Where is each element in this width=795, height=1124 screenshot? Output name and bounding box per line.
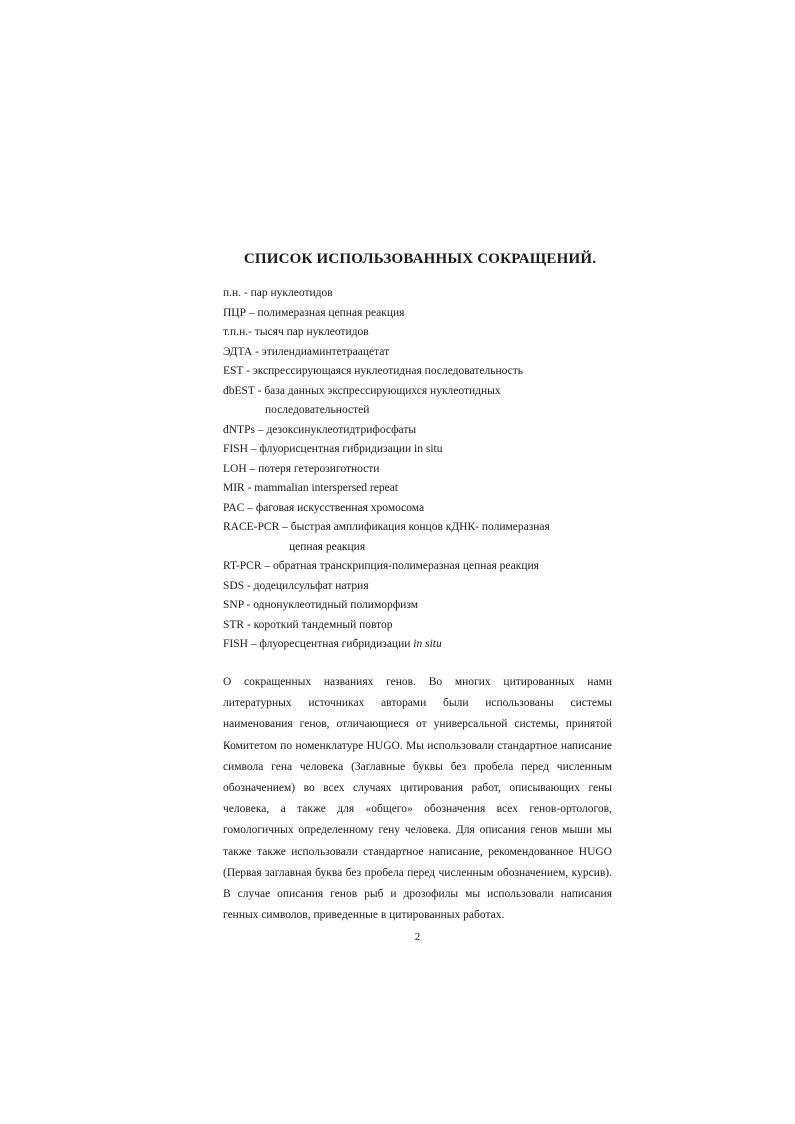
list-item [223, 557, 623, 577]
list-item [223, 518, 623, 557]
list-item [223, 635, 623, 655]
abbreviation-entry: STR - короткий тандемный повтор [223, 618, 393, 631]
abbreviation-continuation: последовательностей [265, 404, 370, 416]
list-item [223, 499, 623, 519]
list-item [223, 343, 623, 363]
abbreviation-list [223, 284, 623, 655]
list-item [223, 460, 623, 480]
list-item [223, 323, 623, 343]
list-item [223, 304, 623, 324]
list-item [223, 577, 623, 597]
abbreviation-entry: FISH – флуоресцентная гибридизации [223, 638, 414, 650]
page-title: СПИСОК ИСПОЛЬЗОВАННЫХ СОКРАЩЕНИЙ. [243, 251, 597, 267]
list-item [223, 479, 623, 499]
abbreviation-entry: SNP - однонуклеотидный полиморфизм [223, 599, 418, 611]
abbreviation-entry: PAC – фаговая искусственная хромосома [223, 501, 425, 514]
gene-naming-note: О сокращенных названиях генов. Во многих цитированных нами литературных источниках авторами были использованы системы наименования генов, отличающиеся от универсальной системы, принятой Комитетом по номенклатуре HUGO. Мы использовали стандартное написание символа гена человека (Заглавные буквы без пробела перед численным обозначением) во всех случаях цитирования работ, описывающих гены человека, а также для «общего» обозначения всех генов-ортологов, гомологичных определенному гену человека. Для описания генов мыши мы также также использовали стандартное написание, рекомендованное HUGO (Первая заглавная буква без пробела перед численным обозначением, курсив). В случае описания генов рыб и дрозофилы мы использовали написания генных символов, приведенные в цитированных работах. [223, 676, 612, 922]
abbreviation-entry: EST - экспрессирующаяся нуклеотидная последовательность [223, 365, 524, 377]
abbreviation-entry: ПЦР – полимеразная цепная реакция [223, 306, 405, 319]
list-item [223, 382, 623, 421]
abbreviation-entry: MIR - mammalian interspersed repeat [223, 482, 398, 494]
list-item [223, 596, 623, 616]
abbreviation-entry: т.п.н.- тысяч пар нуклеотидов [223, 326, 369, 338]
list-item [223, 284, 623, 304]
abbreviation-entry: FISH – флуорисцентная гибридизации in situ [223, 443, 443, 455]
abbreviation-entry: RACE-PCR – быстрая амплификация концов кДНК- полимеразная [223, 521, 550, 533]
list-item [223, 362, 623, 382]
abbreviation-italic-term: in situ [413, 638, 442, 650]
page-number: 2 [414, 931, 421, 943]
abbreviation-entry: RT-PCR – обратная транскрипция-полимеразная цепная реакция [223, 560, 539, 572]
abbreviation-continuation: цепная реакция [289, 540, 366, 553]
list-item [223, 616, 623, 636]
list-item [223, 440, 623, 460]
abbreviation-entry: dbEST - база данных экспрессирующихся нуклеотидных [223, 384, 501, 397]
abbreviation-entry: SDS - додецилсульфат натрия [223, 579, 369, 592]
abbreviation-entry: ЭДТА - этилендиаминтетраацетат [223, 345, 390, 358]
abbreviation-entry: LOH – потеря гетерозиготности [223, 462, 380, 475]
list-item [223, 421, 623, 441]
abbreviation-entry: dNTPs – дезоксинуклеотидтрифосфаты [223, 423, 417, 436]
abbreviation-entry: п.н. - пар нуклеотидов [223, 287, 333, 299]
